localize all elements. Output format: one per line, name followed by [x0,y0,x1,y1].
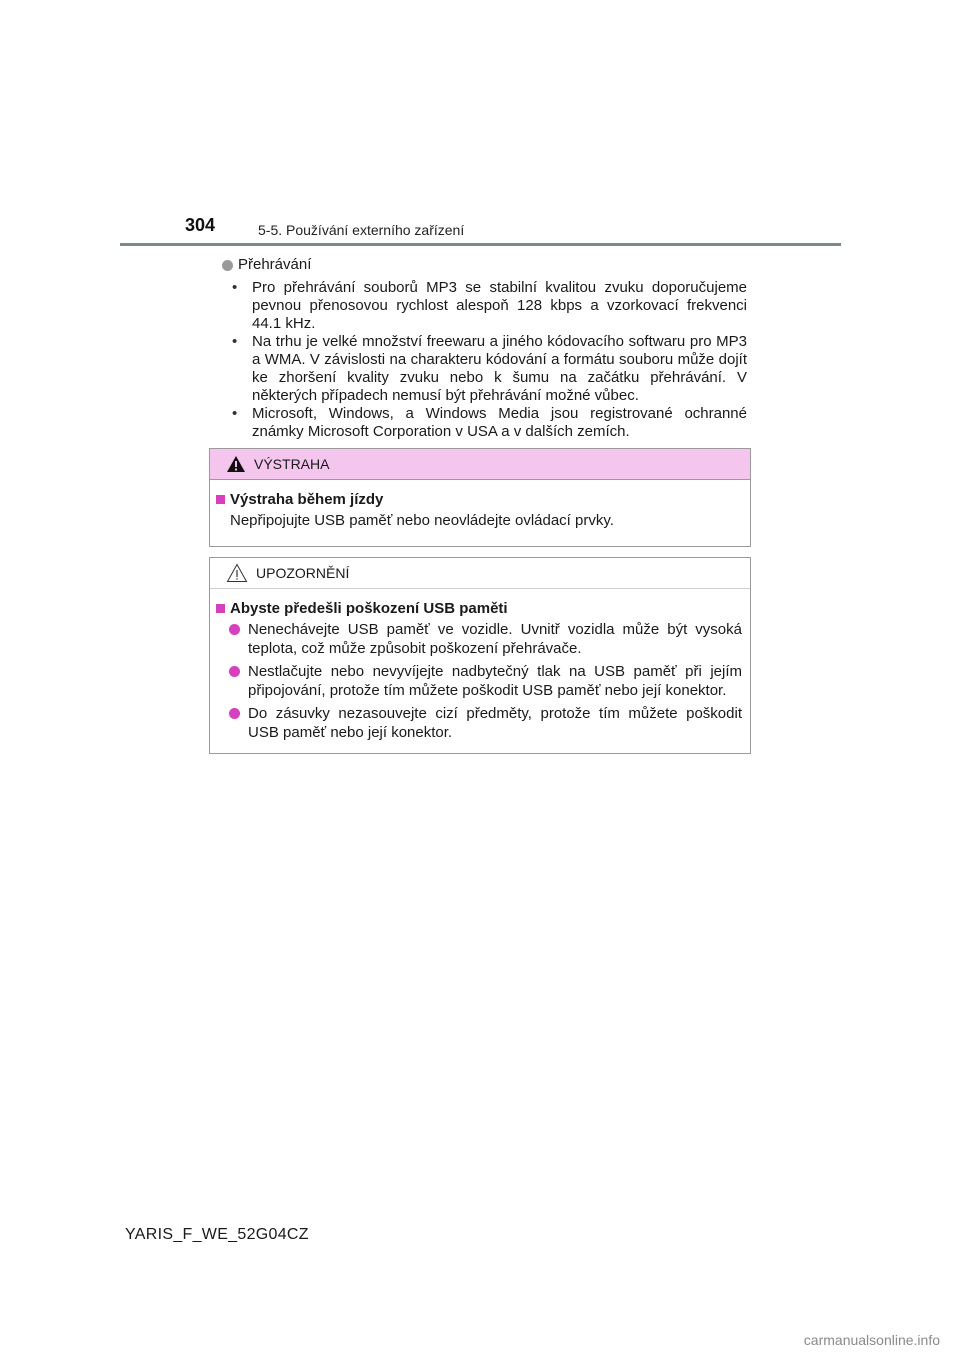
page-number: 304 [185,215,216,235]
list-item [223,662,742,700]
warning-heading-text: Výstraha během jízdy [230,491,384,508]
square-bullet-icon [216,604,225,613]
document-code: YARIS_F_WE_52G04CZ [125,1226,309,1243]
warning-text: Nepřipojujte USB paměť nebo neovládejte ovládací prvky. [230,512,614,529]
warning-box [209,448,751,547]
caution-box-header [210,558,750,589]
list-item [223,704,742,742]
bullet-circle-icon [229,624,240,635]
caution-item-text: Do zásuvky nezasouvejte cizí předměty, protože tím můžete poškodit USB paměť nebo její konektor. [248,705,742,741]
caution-heading-text: Abyste předešli poškození USB paměti [230,600,508,617]
caution-box-body [210,589,750,742]
warning-box-header [210,449,750,480]
bullet-circle-icon [222,260,233,271]
playback-section [222,256,747,441]
list-item: • Na trhu je velké množství freewaru a jiného kódovacího softwaru pro MP3 a WMA. V závislosti na charakteru kódování a formátu souboru může dojít ke zhoršení kvality zvuku nebo k šumu na začátku přehrávání. V některých případech nemusí být přehrávání možné vůbec. [232,333,747,405]
bullet-circle-icon [229,666,240,677]
warning-triangle-icon [226,455,246,473]
square-bullet-icon [216,495,225,504]
section-title: 5-5. Používání externího zařízení [258,222,465,238]
bullet-circle-icon [229,708,240,719]
playback-heading [222,256,747,274]
caution-triangle-icon [226,563,248,583]
list-item [223,620,742,658]
caution-item-text: Nenechávejte USB paměť ve vozidle. Uvnitř vozidla může být vysoká teplota, což může způsobit poškození přehrávače. [248,621,742,657]
caution-subheading [216,599,742,618]
caution-item-text: Nestlačujte nebo nevyvíjejte nadbytečný tlak na USB paměť při jejím připojování, protože tím můžete poškodit USB paměť nebo její konektor. [248,663,742,699]
playback-list [222,279,747,441]
warning-label: VÝSTRAHA [254,456,330,472]
warning-box-body [210,480,750,530]
header-divider [120,243,841,246]
watermark: carmanualsonline.info [803,1332,940,1348]
list-item: • Microsoft, Windows, a Windows Media jsou registrované ochranné známky Microsoft Corporation v USA a v dalších zemích. [232,405,747,441]
list-item: • Pro přehrávání souborů MP3 se stabilní kvalitou zvuku doporučujeme pevnou přenosovou rychlost alespoň 128 kbps a vzorkovací frekvenci 44.1 kHz. [232,279,747,333]
caution-list [216,620,742,742]
caution-label: UPOZORNĚNÍ [256,565,350,581]
playback-title: Přehrávání [238,256,312,273]
warning-subheading [216,490,742,509]
caution-box [209,557,751,754]
